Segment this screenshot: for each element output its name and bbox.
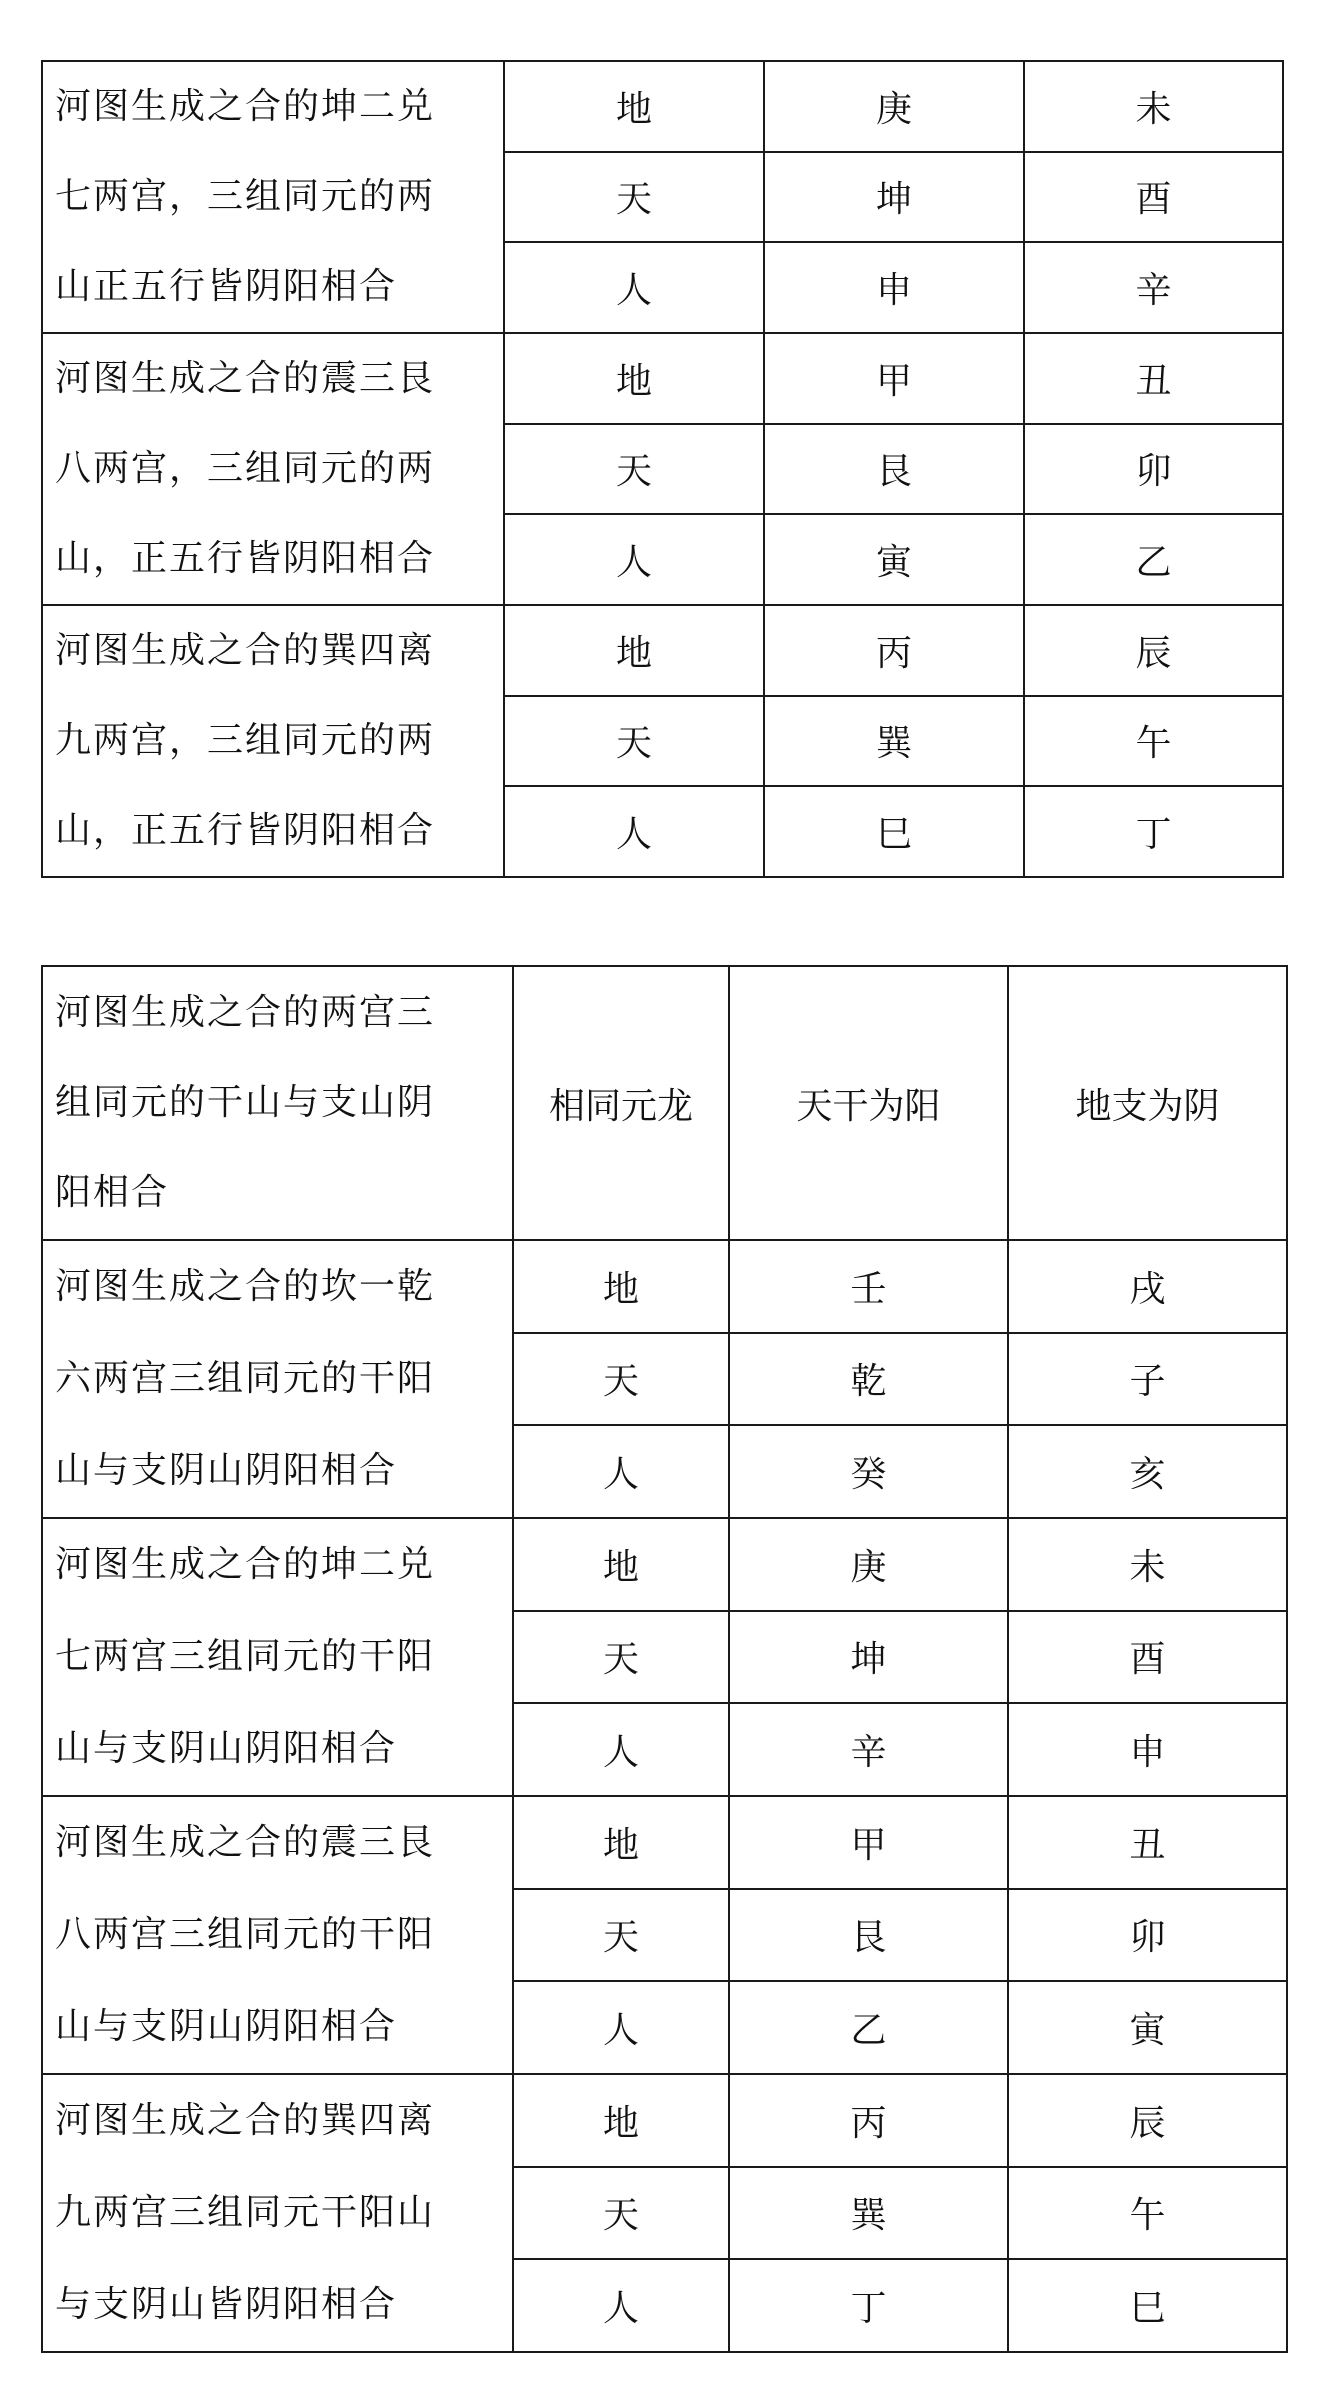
table-row (42, 1796, 1287, 1889)
tiangan-cell: 艮 (729, 1889, 1008, 1982)
yuanlong-cell: 天 (513, 1889, 729, 1982)
description-line: 河图生成之合的坎一乾 (55, 1266, 436, 1307)
description-line: 九两宫，三组同元的两 (55, 720, 436, 761)
yuanlong-cell: 地 (504, 333, 764, 424)
table-row (42, 2074, 1287, 2167)
description-line: 河图生成之合的巽四离 (55, 2100, 436, 2141)
tiangan-cell: 辛 (729, 1703, 1008, 1796)
table-header-row (42, 966, 1287, 1240)
shan-cell: 丙 (764, 605, 1024, 696)
column-header-tiangan: 天干为阳 (729, 966, 1008, 1240)
shan-cell: 辰 (1024, 605, 1283, 696)
column-header-dizhi: 地支为阴 (1008, 966, 1287, 1240)
dizhi-cell: 午 (1008, 2167, 1287, 2260)
dizhi-cell: 子 (1008, 1333, 1287, 1426)
description-line: 组同元的干山与支山阴 (55, 1082, 436, 1123)
dizhi-cell: 寅 (1008, 1981, 1287, 2074)
yuanlong-cell: 地 (513, 1518, 729, 1611)
yuanlong-cell: 天 (504, 152, 764, 243)
yuanlong-cell: 地 (513, 1240, 729, 1333)
dizhi-cell: 巳 (1008, 2259, 1287, 2352)
tiangan-cell: 巽 (729, 2167, 1008, 2260)
shan-cell: 坤 (764, 152, 1024, 243)
tiangan-cell: 庚 (729, 1518, 1008, 1611)
shan-cell: 午 (1024, 696, 1283, 787)
yuanlong-cell: 天 (513, 1333, 729, 1426)
description-line: 山与支阴山阴阳相合 (55, 1450, 398, 1491)
header-description (42, 966, 513, 1240)
yuanlong-cell: 地 (504, 61, 764, 152)
tiangan-cell: 壬 (729, 1240, 1008, 1333)
group-description (42, 1240, 513, 1518)
dizhi-cell: 亥 (1008, 1425, 1287, 1518)
yuanlong-cell: 人 (513, 1981, 729, 2074)
yuanlong-cell: 人 (513, 1703, 729, 1796)
shan-cell: 乙 (1024, 514, 1283, 605)
tiangan-cell: 丙 (729, 2074, 1008, 2167)
description-line: 七两宫，三组同元的两 (55, 176, 436, 217)
tiangan-cell: 乙 (729, 1981, 1008, 2074)
table-row (42, 333, 1283, 424)
group-description (42, 1796, 513, 2074)
description-line: 山，正五行皆阴阳相合 (55, 538, 436, 579)
tiangan-cell: 甲 (729, 1796, 1008, 1889)
yuanlong-cell: 人 (504, 514, 764, 605)
description-line: 阳相合 (55, 1172, 170, 1213)
yuanlong-cell: 地 (504, 605, 764, 696)
shan-cell: 卯 (1024, 424, 1283, 515)
dizhi-cell: 辰 (1008, 2074, 1287, 2167)
shan-cell: 申 (764, 242, 1024, 333)
yuanlong-cell: 天 (513, 1611, 729, 1704)
description-line: 山正五行皆阴阳相合 (55, 266, 398, 307)
column-header-yuanlong: 相同元龙 (513, 966, 729, 1240)
description-line: 山，正五行皆阴阳相合 (55, 810, 436, 851)
table-row (42, 1518, 1287, 1611)
description-line: 河图生成之合的巽四离 (55, 630, 436, 671)
description-line: 河图生成之合的坤二兑 (55, 86, 436, 127)
shan-cell: 庚 (764, 61, 1024, 152)
shan-cell: 巽 (764, 696, 1024, 787)
shan-cell: 未 (1024, 61, 1283, 152)
dizhi-cell: 戌 (1008, 1240, 1287, 1333)
description-line: 七两宫三组同元的干阳 (55, 1636, 436, 1677)
table-2 (41, 965, 1288, 2353)
yuanlong-cell: 人 (513, 1425, 729, 1518)
yuanlong-cell: 人 (504, 242, 764, 333)
table-row (42, 1240, 1287, 1333)
yuanlong-cell: 人 (504, 786, 764, 877)
tiangan-cell: 坤 (729, 1611, 1008, 1704)
dizhi-cell: 未 (1008, 1518, 1287, 1611)
yuanlong-cell: 地 (513, 1796, 729, 1889)
shan-cell: 寅 (764, 514, 1024, 605)
yuanlong-cell: 天 (504, 696, 764, 787)
description-line: 八两宫三组同元的干阳 (55, 1914, 436, 1955)
description-line: 山与支阴山阴阳相合 (55, 1728, 398, 1769)
group-description (42, 2074, 513, 2352)
shan-cell: 辛 (1024, 242, 1283, 333)
group-description (42, 61, 504, 333)
description-line: 河图生成之合的两宫三 (55, 992, 436, 1033)
yuanlong-cell: 天 (513, 2167, 729, 2260)
tiangan-cell: 乾 (729, 1333, 1008, 1426)
description-line: 河图生成之合的震三艮 (55, 358, 436, 399)
group-description (42, 1518, 513, 1796)
shan-cell: 酉 (1024, 152, 1283, 243)
table-row (42, 605, 1283, 696)
shan-cell: 艮 (764, 424, 1024, 515)
shan-cell: 甲 (764, 333, 1024, 424)
yuanlong-cell: 天 (504, 424, 764, 515)
shan-cell: 巳 (764, 786, 1024, 877)
dizhi-cell: 酉 (1008, 1611, 1287, 1704)
dizhi-cell: 卯 (1008, 1889, 1287, 1982)
tiangan-cell: 癸 (729, 1425, 1008, 1518)
description-line: 河图生成之合的坤二兑 (55, 1544, 436, 1585)
dizhi-cell: 申 (1008, 1703, 1287, 1796)
shan-cell: 丁 (1024, 786, 1283, 877)
description-line: 六两宫三组同元的干阳 (55, 1358, 436, 1399)
tiangan-cell: 丁 (729, 2259, 1008, 2352)
table-1 (41, 60, 1284, 878)
shan-cell: 丑 (1024, 333, 1283, 424)
dizhi-cell: 丑 (1008, 1796, 1287, 1889)
group-description (42, 333, 504, 605)
table-row (42, 61, 1283, 152)
yuanlong-cell: 人 (513, 2259, 729, 2352)
description-line: 河图生成之合的震三艮 (55, 1822, 436, 1863)
description-line: 与支阴山皆阴阳相合 (55, 2284, 398, 2325)
description-line: 八两宫，三组同元的两 (55, 448, 436, 489)
description-line: 九两宫三组同元干阳山 (55, 2192, 436, 2233)
group-description (42, 605, 504, 877)
description-line: 山与支阴山阴阳相合 (55, 2006, 398, 2047)
yuanlong-cell: 地 (513, 2074, 729, 2167)
